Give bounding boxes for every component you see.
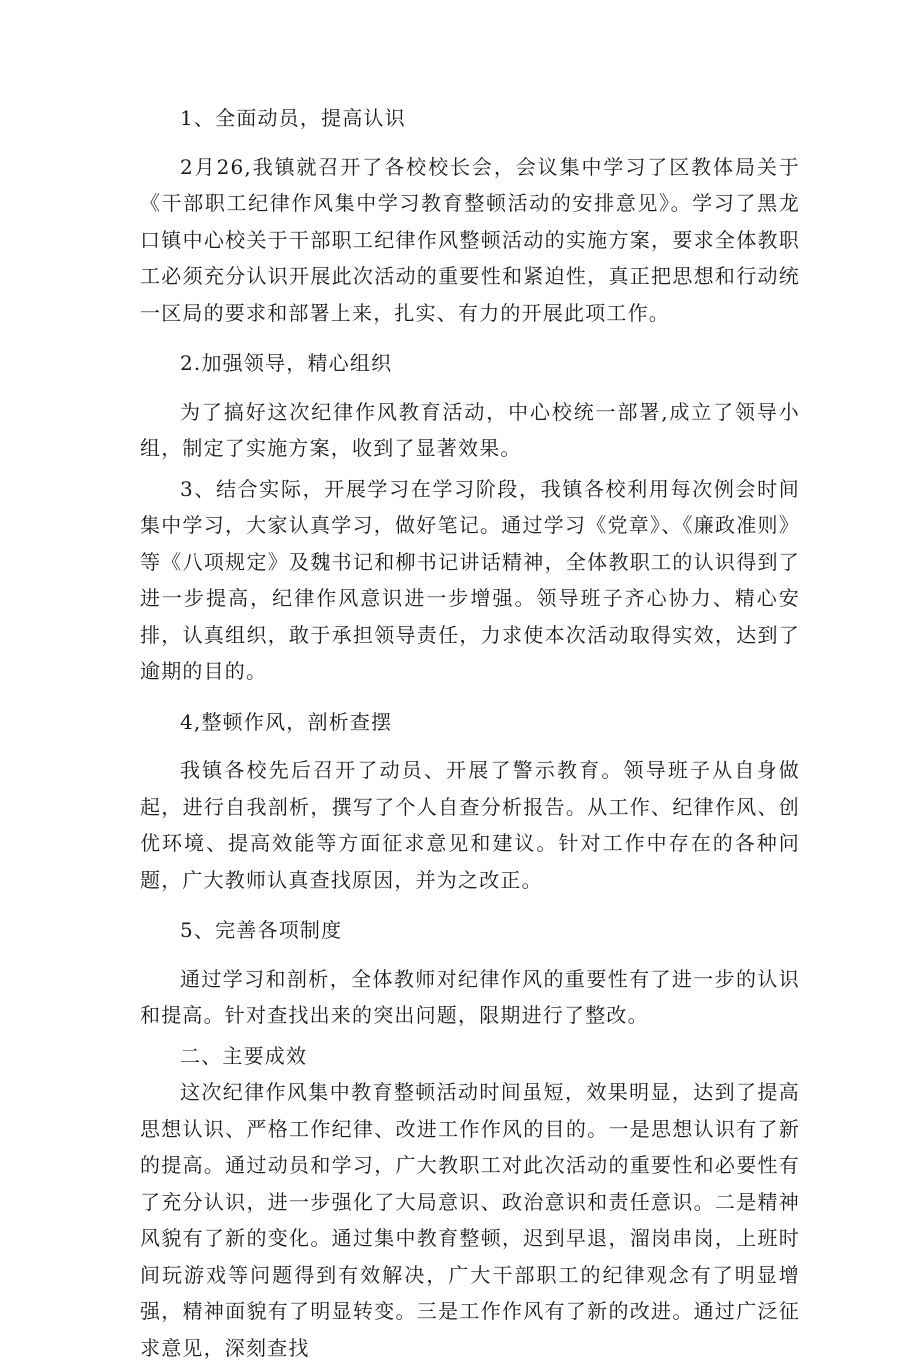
document-page — [140, 100, 800, 1366]
paragraph-5: 通过学习和剖析，全体教师对纪律作风的重要性有了进一步的认识和提高。针对查找出来的突出问题，限期进行了整改。 — [140, 966, 800, 1027]
section-heading-6: 二、主要成效 — [180, 1043, 308, 1068]
paragraph-6: 这次纪律作风集中教育整顿活动时间虽短，效果明显，达到了提高思想认识、严格工作纪律、改进工作作风的目的。一是思想认识有了新的提高。通过动员和学习，广大教职工对此次活动的重要性和必要性有了充分认识，进一步强化了大局意识、政治意识和责任意识。二是精神风貌有了新的变化。通过集中教育整顿，迟到早退，溜岗串岗，上班时间玩游戏等问题得到有效解决，广大干部职工的纪律观念有了明显增强，精神面貌有了明显转变。三是工作作风有了新的改进。通过广泛征求意见，深刻查找 — [140, 1080, 800, 1360]
paragraph-1: 2月26,我镇就召开了各校校长会，会议集中学习了区教体局关于《干部职工纪律作风集中学习教育整顿活动的安排意见》。学习了黑龙口镇中心校关于干部职工纪律作风整顿活动的实施方案，要求全体教职工必须充分认识开展此次活动的重要性和紧迫性，真正把思想和行动统一区局的要求和部署上来，扎实、有力的开展此项工作。 — [140, 154, 800, 325]
paragraph-3: 3、结合实际，开展学习在学习阶段，我镇各校利用每次例会时间集中学习，大家认真学习，做好笔记。通过学习《党章》、《廉政准则》等《八项规定》及魏书记和柳书记讲话精神，全体教职工的认识得到了进一步提高，纪律作风意识进一步增强。领导班子齐心协力、精心安排，认真组织，敢于承担领导责任，力求使本次活动取得实效，达到了逾期的目的。 — [140, 476, 800, 683]
section-heading-5: 5、完善各项制度 — [180, 918, 343, 942]
paragraph-4: 我镇各校先后召开了动员、开展了警示教育。领导班子从自身做起，进行自我剖析，撰写了个人自查分析报告。从工作、纪律作风、创优环境、提高效能等方面征求意见和建议。针对工作中存在的各种问题，广大教师认真查找原因，并为之改正。 — [140, 758, 800, 892]
paragraph-2: 为了搞好这次纪律作风教育活动，中心校统一部署,成立了领导小组，制定了实施方案，收到了显著效果。 — [140, 399, 800, 460]
section-heading-4: 4,整顿作风，剖析查摆 — [180, 709, 393, 734]
section-heading-1: 1、全面动员，提高认识 — [180, 106, 406, 130]
section-heading-2: 2.加强领导，精心组织 — [180, 351, 393, 375]
